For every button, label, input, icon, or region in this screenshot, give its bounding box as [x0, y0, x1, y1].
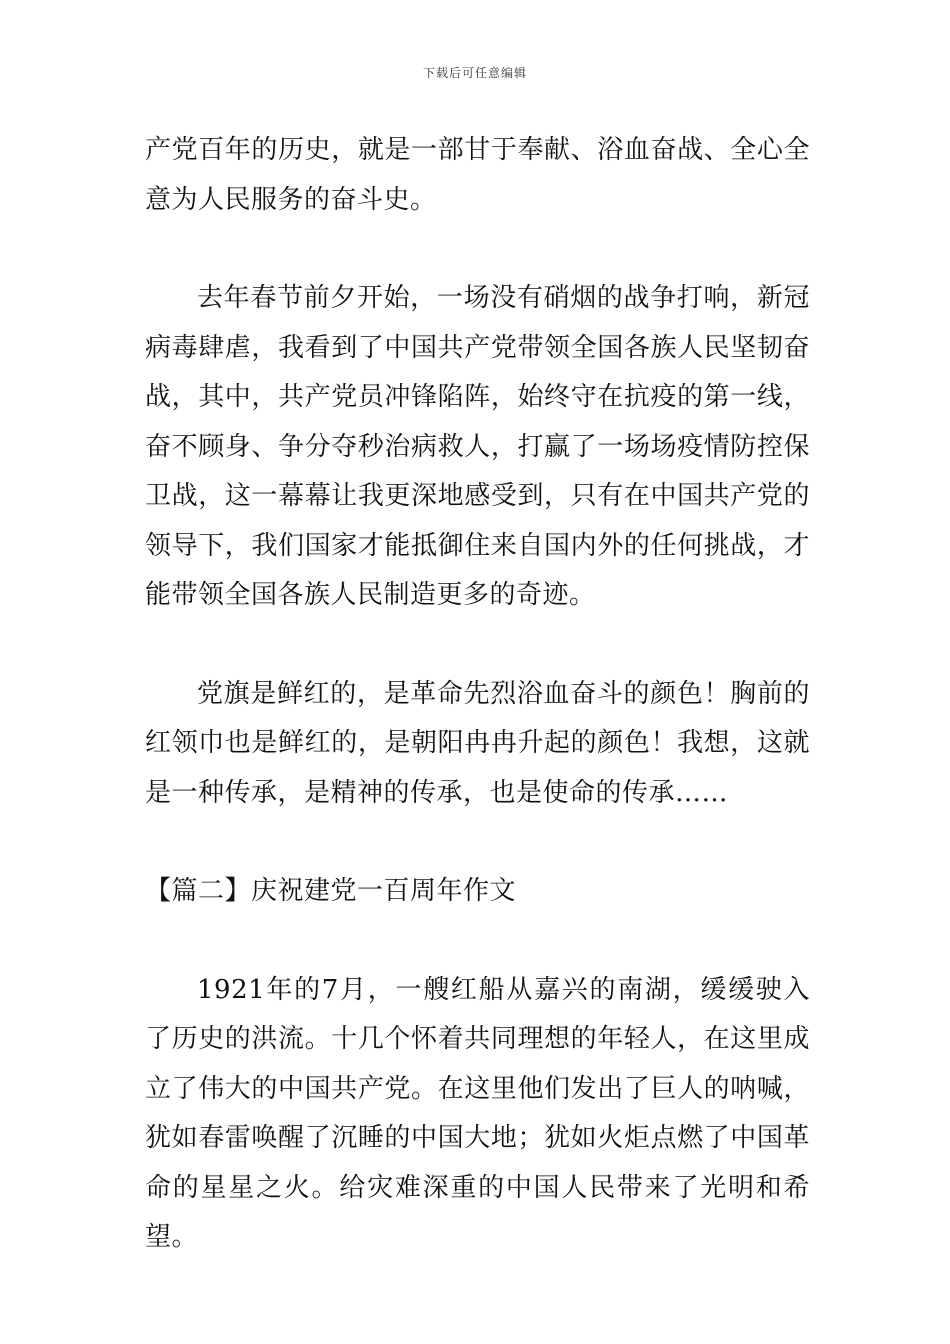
paragraph-gap [145, 917, 810, 966]
paragraph-flag: 党旗是鲜红的，是革命先烈浴血奋斗的颜色！胸前的红领巾也是鲜红的，是朝阳冉冉升起的颜色！我想，这就是一种传承，是精神的传承，也是使命的传承…… [145, 678, 810, 808]
paragraph-gap [145, 818, 810, 867]
page-header: 下载后可任意编辑 [422, 66, 527, 80]
paragraph-red-boat: 1921年的7月，一艘红船从嘉兴的南湖，缓缓驶入了历史的洪流。十几个怀着共同理想的年轻人，在这里成立了伟大的中国共产党。在这里他们发出了巨人的呐喊，犹如春雷唤醒了沉睡的中国大地；犹如火炬点燃了中国革命的星星之火。给灾难深重的中国人民带来了光明和希望。 [145, 974, 810, 1252]
section-title: 【篇二】庆祝建党一百周年作文 [145, 876, 517, 906]
paragraph-gap [145, 225, 810, 274]
paragraph-continuation: 产党百年的历史，就是一部甘于奉献、浴血奋战、全心全意为人民服务的奋斗史。 [145, 135, 810, 215]
paragraph-epidemic: 去年春节前夕开始，一场没有硝烟的战争打响，新冠病毒肆虐，我看到了中国共产党带领全国各族人民坚韧奋战，其中，共产党员冲锋陷阵，始终守在抗疫的第一线，奋不顾身、争分夺秒治病救人，打赢了一场场疫情防控保卫战，这一幕幕让我更深地感受到，只有在中国共产党的领导下，我们国家才能抵御住来自国内外的任何挑战，才能带领全国各族人民制造更多的奇迹。 [145, 283, 810, 610]
paragraph-gap [145, 621, 810, 670]
document-body [145, 126, 810, 1263]
